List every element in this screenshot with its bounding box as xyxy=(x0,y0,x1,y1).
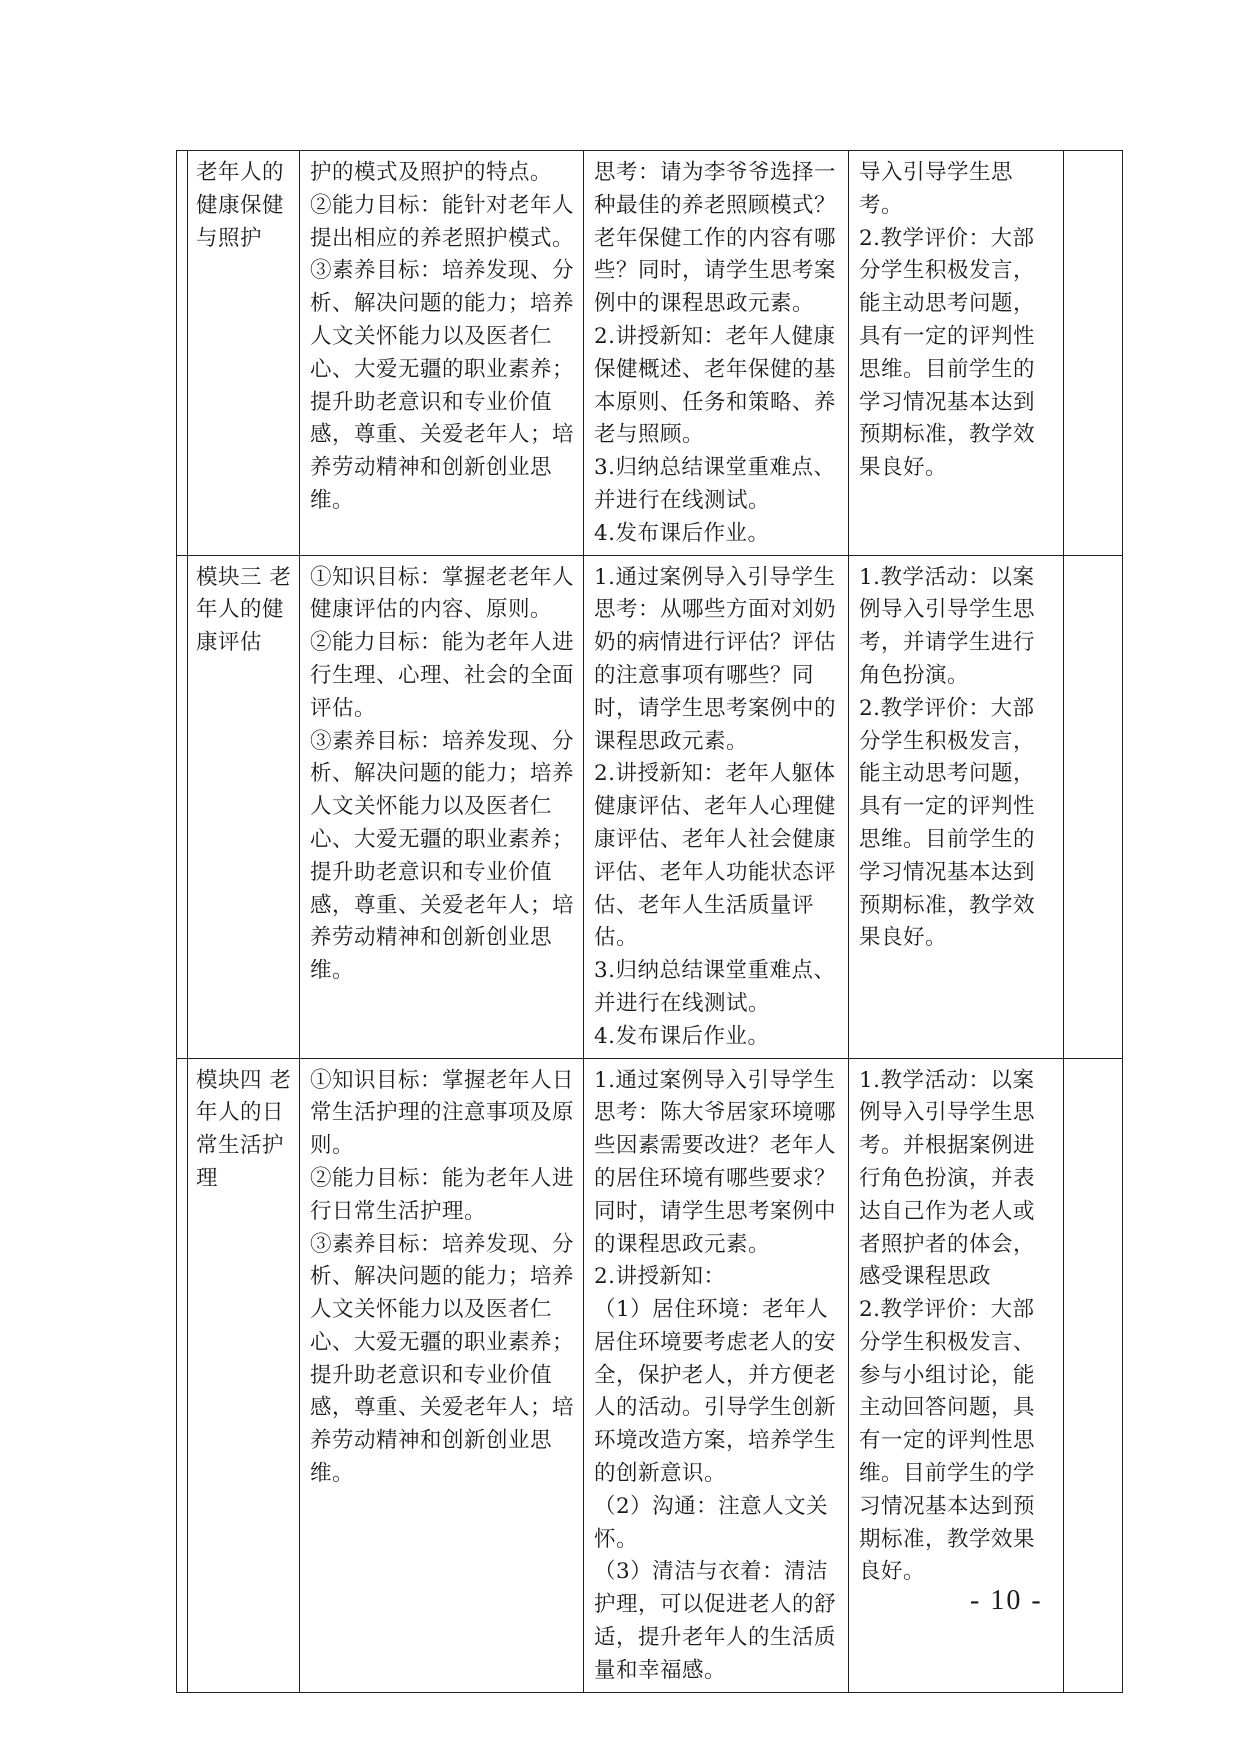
process-paragraph: 1.通过案例导入引导学生思考：陈大爷居家环境哪些因素需要改进？老年人的居住环境有哪些要求？同时，请学生思考案例中的课程思政元素。 xyxy=(594,1067,837,1257)
left-margin-cell xyxy=(177,151,188,556)
process-paragraph: 4.发布课后作业。 xyxy=(594,1023,770,1049)
right-margin-cell xyxy=(1064,555,1123,1058)
objective-paragraph: ①知识目标：掌握老老年人健康评估的内容、原则。 xyxy=(310,564,575,623)
process-paragraph: 2.讲授新知： xyxy=(594,1264,726,1290)
evaluation-paragraph: 导入引导学生思考。 xyxy=(859,160,1014,218)
evaluation-cell xyxy=(849,555,1064,1058)
module-cell: 模块三 老年人的健康评估 xyxy=(188,555,300,1058)
left-margin-cell xyxy=(177,1058,188,1692)
process-paragraph: （3）清洁与衣着：清洁护理，可以促进老人的舒适，提升老年人的生活质量和幸福感。 xyxy=(594,1559,837,1683)
objectives-cell xyxy=(300,555,584,1058)
right-margin-cell xyxy=(1064,1058,1123,1692)
process-paragraph: 4.发布课后作业。 xyxy=(594,520,770,546)
objective-paragraph: ③素养目标：培养发现、分析、解决问题的能力；培养人文关怀能力以及医者仁心、大爱无疆的职业素养；提升助老意识和专业价值感，尊重、关爱老年人；培养劳动精神和创新创业思维。 xyxy=(310,728,575,984)
process-cell xyxy=(584,151,849,556)
objective-paragraph: 护的模式及照护的特点。 xyxy=(310,160,553,185)
objective-paragraph: ③素养目标：培养发现、分析、解决问题的能力；培养人文关怀能力以及医者仁心、大爱无疆的职业素养；提升助老意识和专业价值感，尊重、关爱老年人；培养劳动精神和创新创业思维。 xyxy=(310,258,575,513)
right-margin-cell xyxy=(1064,151,1123,556)
process-paragraph: 3.归纳总结课堂重难点、并进行在线测试。 xyxy=(594,455,836,513)
process-paragraph: （2）沟通：注意人文关怀。 xyxy=(594,1493,829,1552)
process-paragraph: 1.通过案例导入引导学生思考：从哪些方面对刘奶奶的病情进行评估？评估的注意事项有哪些？同时，请学生思考案例中的课程思政元素。 xyxy=(594,564,837,754)
process-paragraph: （1）居住环境：老年人居住环境要考虑老人的安全，保护老人，并方便老人的活动。引导学生创新环境改造方案，培养学生的创新意识。 xyxy=(594,1297,837,1487)
process-paragraph: 2.讲授新知：老年人健康保健概述、老年保健的基本原则、任务和策略、养老与照顾。 xyxy=(594,323,837,448)
process-paragraph: 2.讲授新知：老年人躯体健康评估、老年人心理健康评估、老年人社会健康评估、老年人功能状态评估、老年人生活质量评估。 xyxy=(594,761,837,951)
process-paragraph: 3.归纳总结课堂重难点、并进行在线测试。 xyxy=(594,958,836,1016)
evaluation-cell xyxy=(849,151,1064,556)
evaluation-paragraph: 1.教学活动：以案例导入引导学生思考，并请学生进行角色扮演。 xyxy=(859,564,1036,688)
course-module-table xyxy=(176,150,1123,1693)
objective-paragraph: ③素养目标：培养发现、分析、解决问题的能力；培养人文关怀能力以及医者仁心、大爱无疆的职业素养；提升助老意识和专业价值感，尊重、关爱老年人；培养劳动精神和创新创业思维。 xyxy=(310,1231,575,1487)
module-cell: 模块四 老年人的日常生活护理 xyxy=(188,1058,300,1692)
evaluation-paragraph: 2.教学评价：大部分学生积极发言，能主动思考问题，具有一定的评判性思维。目前学生的学习情况基本达到预期标准，教学效果良好。 xyxy=(859,695,1036,951)
objective-paragraph: ②能力目标：能为老年人进行生理、心理、社会的全面评估。 xyxy=(310,630,575,721)
page-number: - 10 - xyxy=(970,1585,1043,1616)
objectives-cell xyxy=(300,1058,584,1692)
evaluation-paragraph: 1.教学活动：以案例导入引导学生思考。并根据案例进行角色扮演，并表达自己作为老人或者照护者的体会，感受课程思政 xyxy=(859,1067,1036,1290)
left-margin-cell xyxy=(177,555,188,1058)
table-row xyxy=(177,151,1123,556)
process-cell xyxy=(584,555,849,1058)
process-paragraph: 思考：请为李爷爷选择一种最佳的养老照顾模式？老年保健工作的内容有哪些？同时，请学生思考案例中的课程思政元素。 xyxy=(594,160,837,317)
objective-paragraph: ②能力目标：能针对老年人提出相应的养老照护模式。 xyxy=(310,192,575,251)
evaluation-paragraph: 2.教学评价：大部分学生积极发言，能主动思考问题，具有一定的评判性思维。目前学生的学习情况基本达到预期标准，教学效果良好。 xyxy=(859,225,1036,481)
module-cell: 老年人的健康保健与照护 xyxy=(188,151,300,556)
table-row xyxy=(177,555,1123,1058)
objective-paragraph: ①知识目标：掌握老年人日常生活护理的注意事项及原则。 xyxy=(310,1067,575,1159)
objectives-cell xyxy=(300,151,584,556)
process-cell xyxy=(584,1058,849,1692)
objective-paragraph: ②能力目标：能为老年人进行日常生活护理。 xyxy=(310,1165,575,1224)
evaluation-paragraph: 2.教学评价：大部分学生积极发言、参与小组讨论，能主动回答问题，具有一定的评判性思维。目前学生的学习情况基本达到预期标准，教学效果良好。 xyxy=(859,1297,1036,1585)
